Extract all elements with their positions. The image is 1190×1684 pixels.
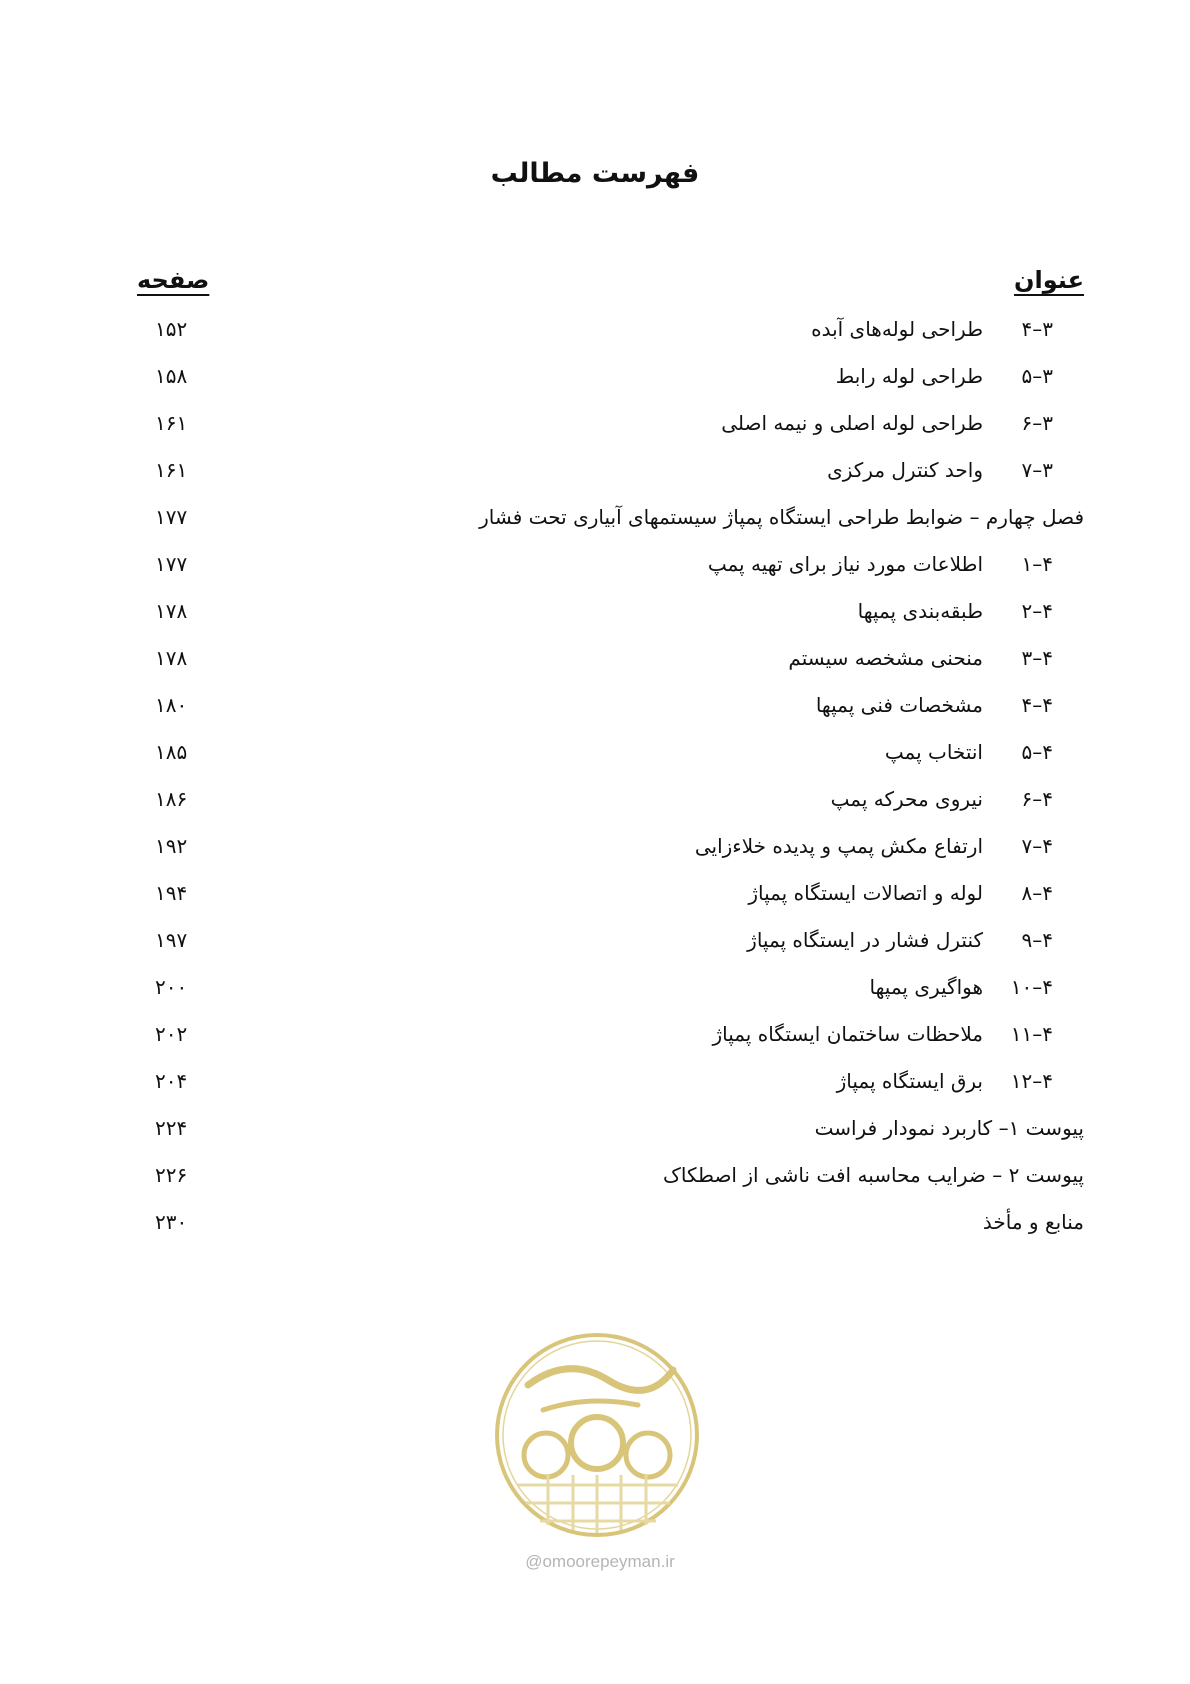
toc-entry (837, 1069, 1053, 1093)
toc-page-number: ۱۸۰ (155, 693, 188, 717)
toc-row (137, 640, 1084, 687)
toc-row (137, 875, 1084, 922)
toc-row (137, 358, 1084, 405)
toc-title: طبقه‌بندی پمپها (857, 599, 983, 623)
toc-section-number: ۴–۲ (1021, 599, 1053, 623)
toc-entry (836, 364, 1053, 388)
toc-page-number: ۲۳۰ (155, 1210, 188, 1234)
toc-page-number: ۱۹۴ (155, 881, 188, 905)
toc-page-number: ۱۷۸ (155, 646, 188, 670)
toc-row (137, 1110, 1084, 1157)
toc-entry (663, 1163, 1084, 1187)
toc-title: منابع و مأخذ (982, 1210, 1084, 1234)
toc-row (137, 781, 1084, 828)
toc-section-number: ۳–۶ (1021, 411, 1053, 435)
seal-icon (488, 1325, 706, 1555)
toc-title: طراحی لوله‌های آبده (811, 317, 983, 341)
toc-entry (827, 458, 1053, 482)
toc-section-number: ۳–۷ (1021, 458, 1053, 482)
toc-section-number: ۴–۴ (1021, 693, 1053, 717)
toc-title: پیوست ۲ – ضرایب محاسبه افت ناشی از اصطکاک (663, 1163, 1084, 1187)
toc-row (137, 828, 1084, 875)
toc-entry (695, 834, 1053, 858)
toc-row (137, 1204, 1084, 1251)
toc-entry (983, 1210, 1084, 1234)
toc-section-number: ۴–۹ (1021, 928, 1053, 952)
toc-section-number: ۴–۳ (1021, 646, 1053, 670)
column-header-title: عنوان (1014, 266, 1084, 294)
column-header-page: صفحه (137, 266, 210, 294)
toc-title: نیروی محرکه پمپ (830, 787, 983, 811)
toc-page-number: ۱۷۷ (155, 505, 188, 529)
toc-title: هواگیری پمپها (869, 975, 983, 999)
toc-entry (831, 787, 1053, 811)
toc-title: مشخصات فنی پمپها (815, 693, 983, 717)
toc-title: منحنی مشخصه سیستم (788, 646, 983, 670)
toc-row (137, 1157, 1084, 1204)
toc-row (137, 1063, 1084, 1110)
toc-section-number: ۴–۱۱ (1010, 1022, 1053, 1046)
toc-title: برق ایستگاه پمپاژ (836, 1069, 983, 1093)
toc-entry (858, 599, 1053, 623)
toc-row (137, 546, 1084, 593)
toc-section-number: ۴–۸ (1021, 881, 1053, 905)
toc-row (137, 593, 1084, 640)
toc-entry (816, 693, 1053, 717)
toc-title: کنترل فشار در ایستگاه پمپاژ (747, 928, 983, 952)
toc-row (137, 922, 1084, 969)
toc-title: اطلاعات مورد نیاز برای تهیه پمپ (707, 552, 983, 576)
toc-title: فصل چهارم – ضوابط طراحی ایستگاه پمپاژ سیستمهای آبیاری تحت فشار (479, 505, 1084, 529)
toc-page-number: ۲۲۶ (155, 1163, 188, 1187)
toc-page-number: ۱۸۶ (155, 787, 188, 811)
toc-entry (815, 1116, 1084, 1140)
toc-page-number: ۱۹۷ (155, 928, 188, 952)
toc-section-number: ۳–۵ (1021, 364, 1053, 388)
toc-entry (747, 928, 1053, 952)
toc-page-number: ۱۷۷ (155, 552, 188, 576)
toc-page-number: ۱۷۸ (155, 599, 188, 623)
table-of-contents (137, 311, 1084, 1251)
toc-entry (869, 975, 1053, 999)
toc-page-number: ۱۶۱ (155, 458, 188, 482)
toc-section-number: ۴–۱۲ (1010, 1069, 1053, 1093)
toc-entry (712, 1022, 1053, 1046)
toc-section-number: ۴–۶ (1021, 787, 1053, 811)
toc-page-number: ۲۰۰ (155, 975, 188, 999)
toc-entry (885, 740, 1053, 764)
toc-title: واحد کنترل مرکزی (827, 458, 983, 482)
toc-page-number: ۱۸۵ (155, 740, 188, 764)
toc-entry (708, 552, 1053, 576)
toc-title: لوله و اتصالات ایستگاه پمپاژ (748, 881, 983, 905)
toc-section-number: ۴–۵ (1021, 740, 1053, 764)
toc-page-number: ۲۰۴ (155, 1069, 188, 1093)
toc-entry (721, 411, 1053, 435)
watermark-url: @omoorepeyman.ir (525, 1552, 675, 1571)
toc-title: انتخاب پمپ (884, 740, 983, 764)
toc-row (137, 311, 1084, 358)
toc-page-number: ۱۵۸ (155, 364, 188, 388)
toc-page-number: ۱۹۲ (155, 834, 188, 858)
page-title: فهرست مطالب (490, 158, 700, 189)
toc-entry (788, 646, 1053, 670)
toc-row (137, 1016, 1084, 1063)
toc-entry (748, 881, 1053, 905)
toc-row (137, 405, 1084, 452)
toc-section-number: ۳–۴ (1021, 317, 1053, 341)
toc-entry (811, 317, 1053, 341)
toc-title: ملاحظات ساختمان ایستگاه پمپاژ (712, 1022, 983, 1046)
toc-row (137, 969, 1084, 1016)
toc-section-number: ۴–۱ (1021, 552, 1053, 576)
toc-title: ارتفاع مکش پمپ و پدیده خلاءزایی (694, 834, 983, 858)
toc-row (137, 499, 1084, 546)
toc-page-number: ۲۲۴ (155, 1116, 188, 1140)
toc-title: پیوست ۱– کاربرد نمودار فراست (814, 1116, 1084, 1140)
toc-page-number: ۱۶۱ (155, 411, 188, 435)
toc-page-number: ۱۵۲ (155, 317, 188, 341)
toc-row (137, 687, 1084, 734)
toc-section-number: ۴–۱۰ (1010, 975, 1053, 999)
toc-page-number: ۲۰۲ (155, 1022, 188, 1046)
toc-title: طراحی لوله رابط (835, 364, 983, 388)
toc-row (137, 452, 1084, 499)
toc-title: طراحی لوله اصلی و نیمه اصلی (721, 411, 983, 435)
toc-entry (479, 505, 1084, 529)
toc-row (137, 734, 1084, 781)
toc-section-number: ۴–۷ (1021, 834, 1053, 858)
